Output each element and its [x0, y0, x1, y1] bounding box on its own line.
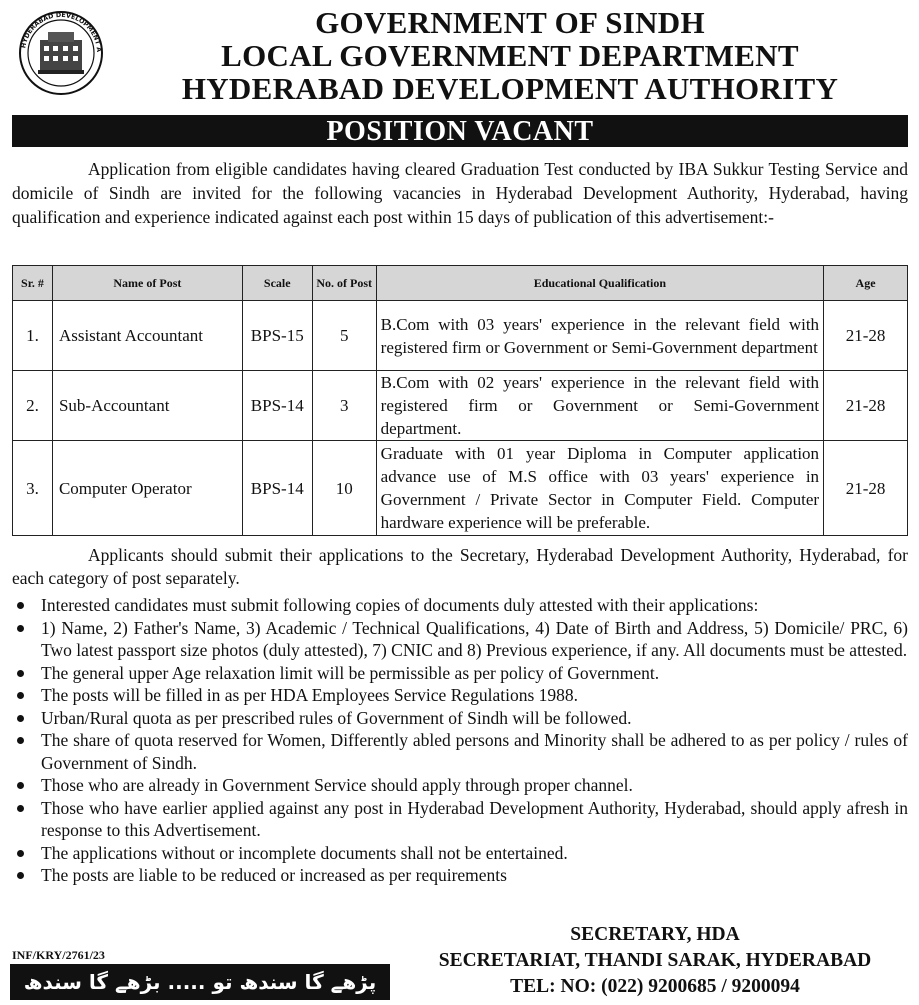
cell-count: 3 — [312, 371, 376, 441]
telephone: TEL: NO: (022) 9200685 / 9200094 — [510, 976, 800, 997]
cell-name: Computer Operator — [52, 441, 242, 536]
list-item-text: Interested candidates must submit following copies of documents duly attested with their applications: — [41, 595, 759, 615]
signatory: SECRETARY, HDA — [570, 924, 740, 945]
table-row — [13, 371, 908, 441]
header — [110, 6, 910, 105]
header-age: Age — [824, 266, 908, 301]
list-item — [12, 774, 908, 797]
cell-qualification: B.Com with 02 years' experience in the relevant field with registered firm or Government or Semi-Government department. — [376, 371, 823, 441]
svg-text:HYDERABAD DEVELOPMENT AUTHORIT: HYDERABAD DEVELOPMENT A — [19, 10, 104, 53]
header-line-2: LOCAL GOVERNMENT DEPARTMENT — [221, 38, 799, 73]
header-name: Name of Post — [52, 266, 242, 301]
bullet-icon — [17, 782, 24, 789]
header-line-3: HYDERABAD DEVELOPMENT AUTHORITY — [181, 71, 839, 106]
bullet-icon — [17, 737, 24, 744]
cell-age: 21-28 — [824, 441, 908, 536]
header-count: No. of Post — [312, 266, 376, 301]
list-item — [12, 797, 908, 842]
list-item-text: Those who are already in Government Service should apply through proper channel. — [41, 775, 633, 795]
list-item-text: The posts will be filled in as per HDA Employees Service Regulations 1988. — [41, 685, 579, 705]
table-row — [13, 301, 908, 371]
intro-paragraph: Application from eligible candidates having cleared Graduation Test conducted by IBA Sukkur Testing Service and domicile of Sindh are invited for the following vacancies in Hyderabad Development Authority, Hyderabad, having qualification and experience indicated against each post within 15 days of publication of this advertisement:- — [12, 159, 908, 227]
table-header-row — [13, 266, 908, 301]
urdu-slogan-text: پڑھے گا سندھ تو ..... بڑھے گا سندھ — [23, 970, 377, 994]
bullet-icon — [17, 850, 24, 857]
list-item-text: 1) Name, 2) Father's Name, 3) Academic / Technical Qualifications, 4) Date of Birth and Address, 5) Domicile/ PRC, 6) Two latest passport size photos (duly attested), 7) CNIC and 8) Previous experience, if any. All documents must be attested. — [41, 617, 908, 660]
bullet-icon — [17, 872, 24, 879]
list-item — [12, 842, 908, 865]
bullet-icon — [17, 625, 24, 632]
list-item — [12, 707, 908, 730]
cell-qualification: B.Com with 03 years' experience in the relevant field with registered firm or Government or Semi-Government department — [376, 301, 823, 371]
table-row — [13, 441, 908, 536]
header-sr: Sr. # — [13, 266, 53, 301]
position-vacant-banner: POSITION VACANT — [12, 115, 908, 147]
cell-scale: BPS-14 — [242, 371, 312, 441]
list-item-text: The applications without or incomplete documents shall not be entertained. — [41, 842, 568, 863]
list-item — [12, 864, 908, 887]
urdu-slogan — [10, 964, 390, 1000]
list-item — [12, 684, 908, 707]
header-qualification: Educational Qualification — [376, 266, 823, 301]
address: SECRETARIAT, THANDI SARAK, HYDERABAD — [438, 950, 872, 971]
cell-age: 21-28 — [824, 371, 908, 441]
list-item-text: The general upper Age relaxation limit will be permissible as per policy of Government. — [41, 662, 660, 683]
header-line-1: GOVERNMENT OF SINDH — [315, 5, 705, 40]
header-scale: Scale — [242, 266, 312, 301]
cell-name: Assistant Accountant — [52, 301, 242, 371]
list-item-text: Those who have earlier applied against any post in Hyderabad Development Authority, Hyderabad, should apply afresh in response to this Advertisement. — [41, 797, 908, 840]
cell-count: 5 — [312, 301, 376, 371]
bullet-icon — [17, 715, 24, 722]
bullet-icon — [17, 805, 24, 812]
cell-name: Sub-Accountant — [52, 371, 242, 441]
list-item — [12, 662, 908, 685]
bullet-icon — [17, 692, 24, 699]
list-item — [12, 729, 908, 774]
cell-count: 10 — [312, 441, 376, 536]
cell-qualification: Graduate with 01 year Diploma in Computer application advance use of M.S office with 03 years' experience in Government / Private Sector in Computer Field. Computer hardware experience will be preferable. — [376, 441, 823, 536]
signature-block — [400, 922, 910, 1000]
list-item-text: Urban/Rural quota as per prescribed rules of Government of Sindh will be followed. — [41, 707, 632, 728]
cell-sr: 1. — [13, 301, 53, 371]
cell-scale: BPS-15 — [242, 301, 312, 371]
cell-age: 21-28 — [824, 301, 908, 371]
cell-sr: 3. — [13, 441, 53, 536]
requirements-list — [12, 594, 908, 887]
bullet-icon — [17, 670, 24, 677]
submission-paragraph: Applicants should submit their applications to the Secretary, Hyderabad Development Authority, Hyderabad, for each category of post separately. — [12, 545, 908, 588]
bullet-icon — [17, 602, 24, 609]
list-item-text: The posts are liable to be reduced or increased as per requirements — [41, 865, 507, 885]
list-item — [12, 594, 908, 617]
list-item-text: The share of quota reserved for Women, Differently abled persons and Minority shall be adhered to as per policy / rules of Government of Sindh. — [41, 730, 908, 773]
cell-sr: 2. — [13, 371, 53, 441]
reference-number: INF/KRY/2761/23 — [12, 948, 105, 962]
cell-scale: BPS-14 — [242, 441, 312, 536]
list-item — [12, 617, 908, 662]
vacancy-table — [12, 265, 908, 536]
hda-logo — [18, 10, 104, 96]
